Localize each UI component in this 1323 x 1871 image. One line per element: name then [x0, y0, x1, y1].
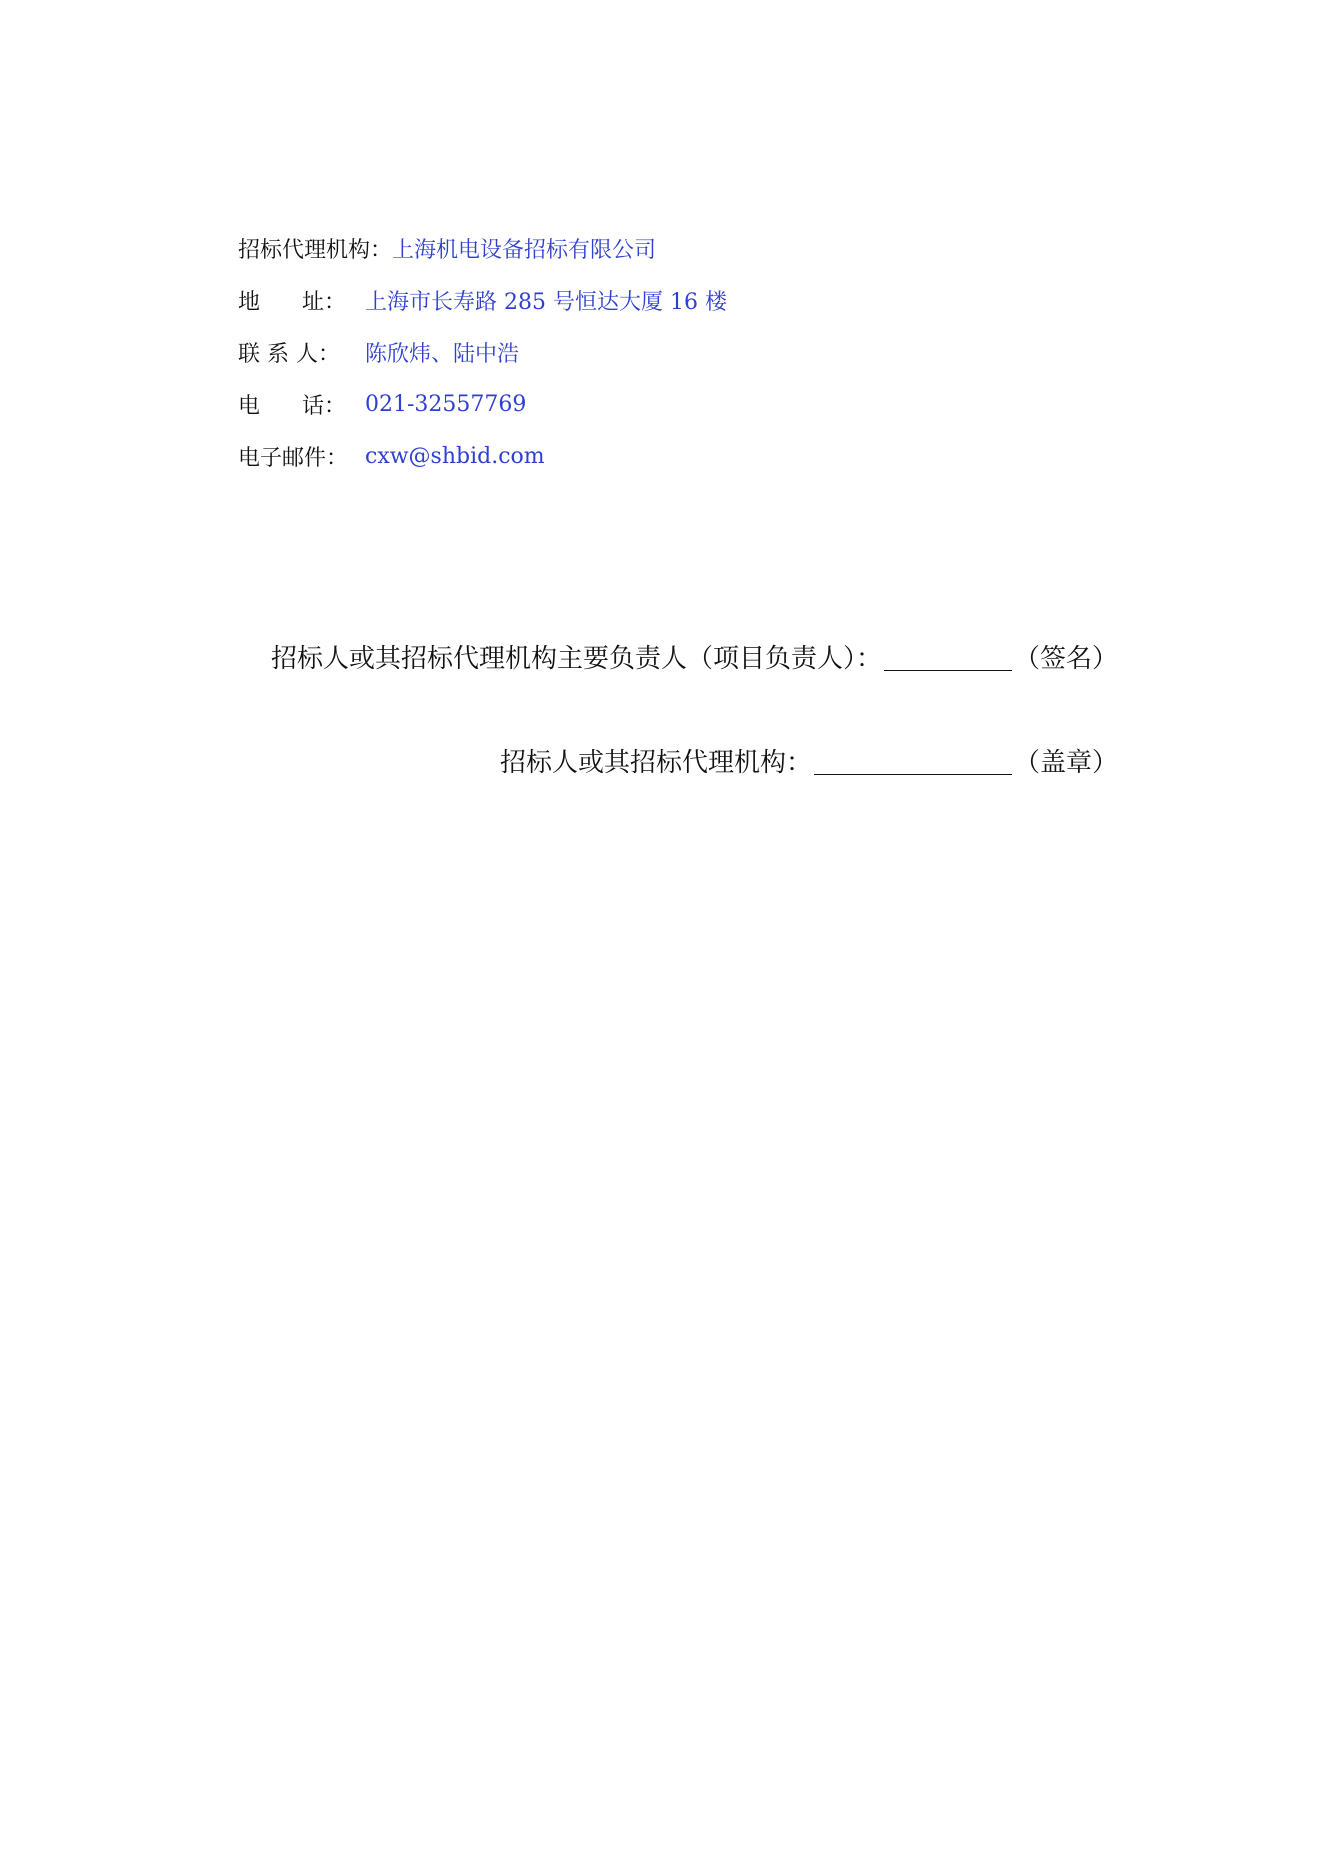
- responsible-person-label: 招标人或其招标代理机构主要负责人（项目负责人）：: [270, 644, 882, 674]
- phone-row: [238, 378, 1138, 430]
- address-value: 上海市长寿路 285 号恒达大厦 16 楼: [365, 289, 727, 315]
- responsible-person-signature: [271, 638, 1118, 675]
- address-label: 地 址：: [238, 289, 346, 315]
- contact-info: [238, 222, 1138, 482]
- agency-label: 招标代理机构：: [238, 237, 393, 263]
- email-row: [238, 430, 1138, 482]
- contact-person-value: 陈欣炜、陆中浩: [365, 341, 520, 367]
- address-row: [238, 274, 1138, 326]
- agency-value: 上海机电设备招标有限公司: [392, 237, 657, 263]
- contact-person-row: [238, 326, 1138, 378]
- phone-value: 021-32557769: [365, 391, 527, 417]
- organization-seal: [500, 742, 1118, 779]
- email-value: cxw@shbid.com: [365, 443, 545, 469]
- phone-label: 电 话：: [238, 393, 346, 419]
- seal-blank[interactable]: [814, 748, 1012, 775]
- agency-row: [238, 222, 1138, 274]
- contact-person-label: 联 系 人：: [238, 341, 340, 367]
- signature-blank[interactable]: [884, 644, 1012, 671]
- organization-label: 招标人或其招标代理机构：: [499, 748, 812, 778]
- email-label: 电子邮件：: [238, 445, 349, 471]
- signature-suffix: （签名）: [1013, 644, 1118, 674]
- seal-suffix: （盖章）: [1013, 748, 1118, 778]
